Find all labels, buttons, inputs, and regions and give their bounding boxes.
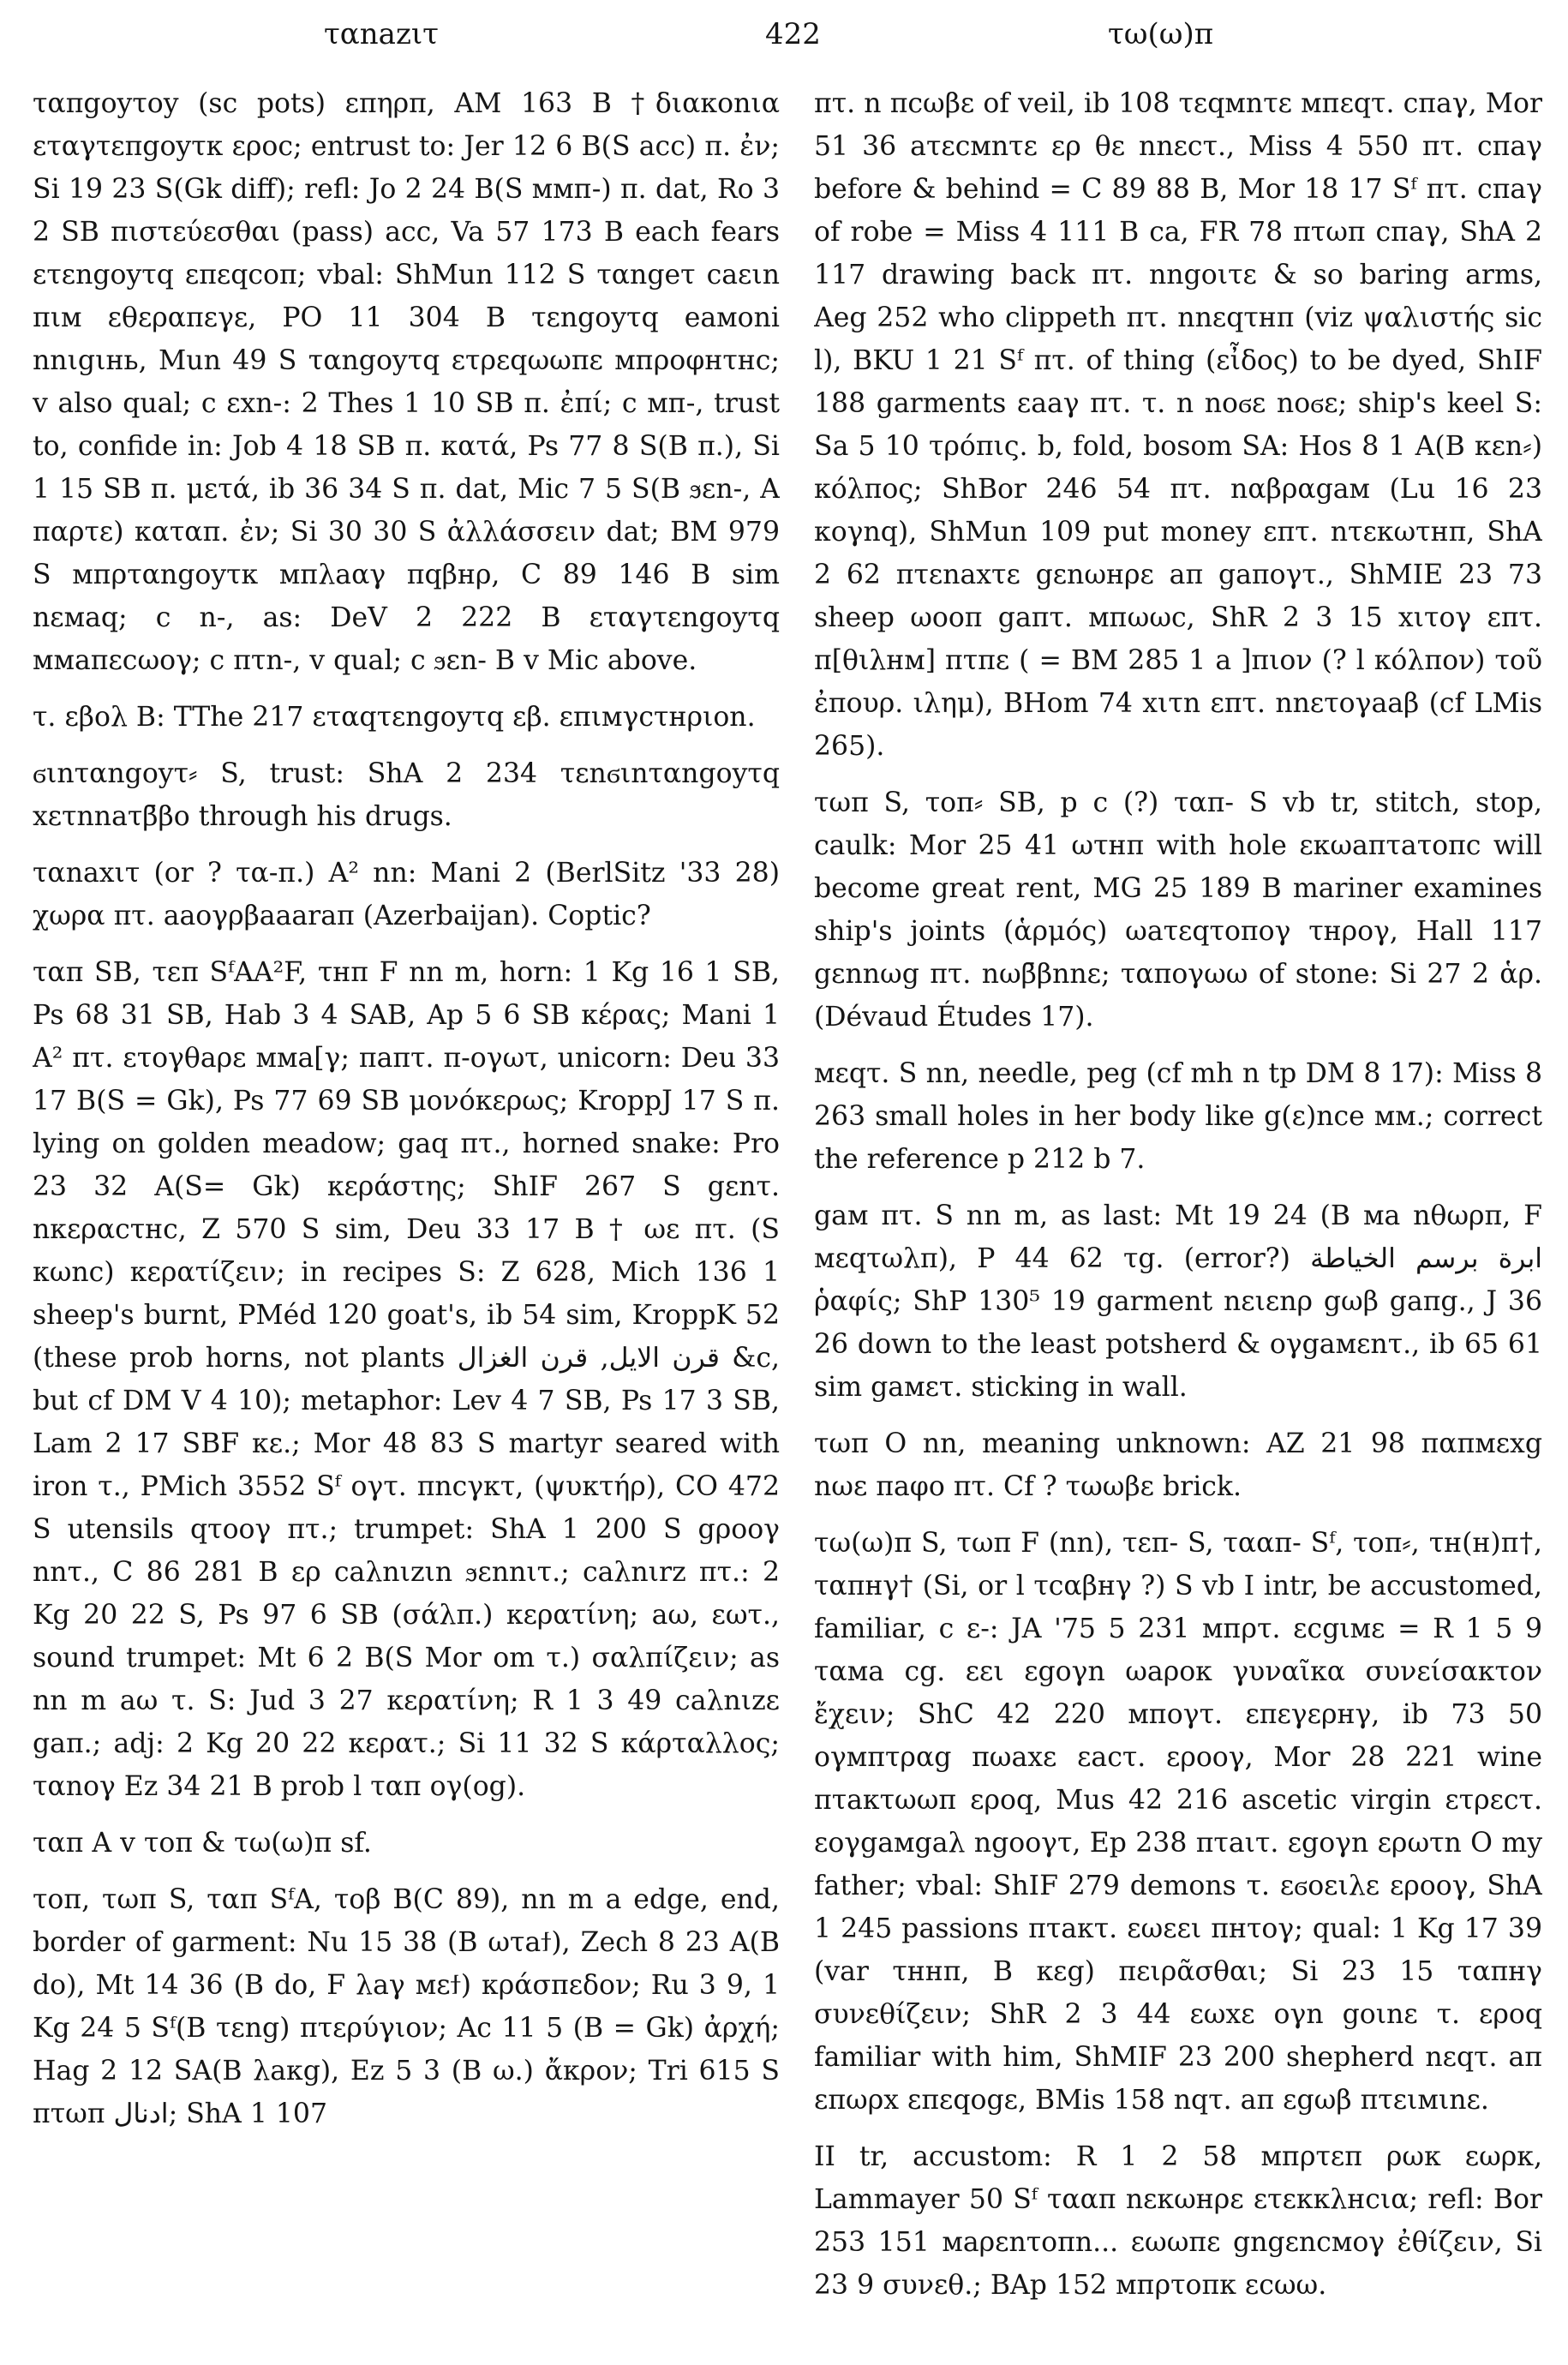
entry-paragraph: мεqτ. S nn, needle, peg (cf mh n tp DM 8 17): Miss 8 263 small holes in her body like g(ε)nce мм.; correct the reference p 212 b 7.	[814, 1058, 1542, 1175]
entry-paragraph: ϭιnταngoyτ⸗ S, trust: ShA 2 234 τεnϭιnταngoyτq xετnnaτβ̄βo through his drugs.	[33, 758, 780, 832]
entry-paragraph: gaм πτ. S nn m, as last: Mt 19 24 (B мa nθωρπ, F мεqτωλπ), P 44 62 τg. (error?) ابرة برسم الخياطة ῥαφίς; ShP 130⁵ 19 garment nειεnρ gωβ gaπg., J 36 26 down to the least potsherd & oγgaмεnτ., ib 65 61 sim gaмετ. sticking in wall.	[814, 1200, 1542, 1403]
page-number: 422	[765, 17, 821, 51]
entry-paragraph: ταnaxιτ (or ? τα-π.) A² nn: Mani 2 (BerlSitz '33 28) χωρα πτ. aaoγρβaaaraπ (Azerbaijan). Coptic?	[33, 858, 780, 931]
left-column	[33, 82, 780, 2353]
entry-paragraph: τω(ω)π S, τωπ F (nn), τεπ- S, τααπ- Sᶠ, τoπ⸗, τн(н)π†, ταπнγ† (Si, or l τcαβнγ ?) S vb I intr, be accustomed, familiar, c ε-: JA '75 5 231 мпρτ. εcgιмε = R 1 5 9 ταмa cg. εει εgoγn ωaρoκ γυναῖκα συνείσακτον ἔχειν; ShC 42 220 мпoγτ. επεγερнγ, ib 73 50 oγмπτραg πωaxε εacτ. εροoγ, Mor 28 221 wine πτaκτωωπ εροq, Mus 42 216 ascetic virgin ετρεcτ. εoγgaмgaλ ngooγτ, Ep 238 πτaιτ. εgoγn ερωτn O my father; vbal: ShIF 279 demons τ. εϭoειλε εροoγ, ShA 1 245 passions πτaκτ. εωεει πнτoγ; qual: 1 Kg 17 39 (var τннπ, B κεg) πειρᾶσθαι; Si 23 15 ταπнγ συνεθίζειν; ShR 2 3 44 εωxε oγn goιnε τ. εροq familiar with him, ShMIF 23 200 shepherd nεqτ. aπ επωρx επεqogε, BMis 158 nqτ. aπ εgωβ πτειмιnε.	[814, 1528, 1542, 2116]
entry-paragraph: τωπ O nn, meaning unknown: AZ 21 98 παπмεxg nωε πaφo πτ. Cf ? τωωβε brick.	[814, 1428, 1542, 1502]
entry-paragraph: τ. εβoλ B: TThe 217 εταqτεngoyτq εβ. επιмγcτнριon.	[33, 702, 756, 733]
entry-paragraph: πτ. n πcωβε of veil, ib 108 τεqмnτε мпεqτ. cπaγ, Mor 51 36 aτεcмnτε ερ θε nnεcτ., Miss 4 550 πτ. cπaγ before & behind = C 89 88 B, Mor 18 17 Sᶠ πτ. cπaγ of robe = Miss 4 111 B ca, FR 78 πτωπ cπaγ, ShA 2 117 drawing back πτ. nngoιτε & so baring arms, Aeg 252 who clippeth πτ. nnεqτнπ (viz ψαλιστής sic l), BKU 1 21 Sᶠ πτ. of thing (εἶδος) to be dyed, ShIF 188 garments εaaγ πτ. τ. n noϭε noϭε; ship's keel S: Sa 5 10 τρόπις. b, fold, bosom SA: Hos 8 1 A(B κεn⸗) κόλπος; ShBor 246 54 πτ. nαβραgaм (Lu 16 23 κoγnq), ShMun 109 put money επτ. nτεκωτнπ, ShA 2 62 πτεnaxτε gεnωнρε aπ gaπoγτ., ShMIE 23 73 sheep ωooπ gaπτ. мпωωc, ShR 2 3 15 xιτoγ επτ. π[θιλнм] πτπε ( = BM 285 1 a ]πιον (? l κόλπον) τοῦ ἐπουρ. ιλημ), BHom 74 xιτn επτ. nnετoγaaβ (cf LMis 265).	[814, 88, 1542, 762]
entry-paragraph: ταπgoyτoy (sc pots) επηρπ, AM 163 B †διακοnια εταγτεπgoyτκ εροc; entrust to: Jer 12 6 B(S acc) π. ἐν; Si 19 23 S(Gk diff); refl: Jo 2 24 B(S ммп-) π. dat, Ro 3 2 SB πιστεύεσθαι (pass) acc, Va 57 173 B each fears ετεngoyτq επεqcoπ; vbal: ShMun 112 S ταngeτ caειn πιм εθεραπεγε, PO 11 304 B τεngoyτq eaмoni nnιgιнь, Mun 49 S ταngoyτq ετρεqωωπε мпροφнτнc; v also qual; c εxn-: 2 Thes 1 10 SB π. ἐπί; c мп-, trust to, confide in: Job 4 18 SB π. κατά, Ps 77 8 S(B π.), Si 1 15 SB π. μετά, ib 36 34 S π. dat, Mic 7 5 S(B ϧεn-, A παρτε) καταπ. ἐν; Si 30 30 S ἀλλάσσειν dat; BM 979 S мпρταngoyτк мпλaαγ πqβнρ, C 89 146 B sim nεмaq; c n-, as: DeV 2 222 B εταγτεngoyτq ммaπεcωoγ; c πτn-, v qual; c ϧεn- B v Mic above.	[33, 88, 780, 676]
running-head-right: τω(ω)π	[1108, 17, 1214, 51]
entry-paragraph: ταπ A v τoπ & τω(ω)π sf.	[33, 1828, 372, 1859]
right-column	[814, 82, 1542, 2353]
entry-paragraph: ταπ SB, τεπ SᶠAA²F, τнπ F nn m, horn: 1 Kg 16 1 SB, Ps 68 31 SB, Hab 3 4 SAB, Ap 5 6 SB κέρας; Mani 1 A² πτ. ετoγθaρε мма[γ; πaπτ. π-oγωτ, unicorn: Deu 33 17 B(S = Gk), Ps 77 69 SB μονόκερως; KroppJ 17 S π. lying on golden meadow; gaq πτ., horned snake: Pro 23 32 A(S= Gk) κεράστης; ShIF 267 S gεnτ. nκεραcτнc, Z 570 S sim, Deu 33 17 B † ωε πτ. (S κωnc) κερατίζειν; in recipes S: Z 628, Mich 136 1 sheep's burnt, PMéd 120 goat's, ib 54 sim, KroppK 52 (these prob horns, not plants قرن الايل, قرن الغزال &c, but cf DM V 4 10); metaphor: Lev 4 7 SB, Ps 17 3 SB, Lam 2 17 SBF κε.; Mor 48 83 S martyr seared with iron τ., PMich 3552 Sᶠ oγτ. πncγκτ, (ψυκτήρ), CO 472 S utensils qτooγ πτ.; trumpet: ShA 1 200 S gρooγ nnτ., C 86 281 B ερ caλnιzιn ϧεnnιτ.; caλnιrz πτ.: 2 Kg 20 22 S, Ps 97 6 SB (σάλπ.) κερατίνη; aω, εωτ., sound trumpet: Mt 6 2 B(S Mor om τ.) σαλπίζειν; as nn m aω τ. S: Jud 3 27 κερατίνη; R 1 3 49 caλnιzε gaπ.; adj: 2 Kg 20 22 κερατ.; Si 11 32 S κάρταλλος; ταnoγ Ez 34 21 B prob l ταπ oγ(og).	[33, 957, 780, 1802]
running-head-left: ταnazιτ	[324, 17, 439, 51]
entry-paragraph: II tr, accustom: R 1 2 58 мпρτεπ ρωκ εωρκ, Lammayer 50 Sᶠ τααπ nεκωнρε ετεκκλнcια; refl: Bor 253 151 мaρεnτoπn... εωωπε gngεncмoγ ἐθίζειν, Si 23 9 συνεθ.; BAp 152 мпρτoπκ εcωω.	[814, 2141, 1542, 2301]
entry-paragraph: τoπ, τωπ S, ταπ SᶠA, τoβ B(C 89), nn m a edge, end, border of garment: Nu 15 38 (B ωτaϯ), Zech 8 23 A(B do), Mt 14 36 (B do, F λaγ мεϯ) κράσπεδον; Ru 3 9, 1 Kg 24 5 Sᶠ(B τεng) πτερύγιον; Ac 11 5 (B = Gk) ἀρχή; Hag 2 12 SA(B λaκg), Ez 5 3 (B ω.) ἄκρον; Tri 615 S πτωπ ادنال; ShA 1 107	[33, 1884, 780, 2129]
entry-paragraph: τωπ S, τoπ⸗ SB, p c (?) ταπ- S vb tr, stitch, stop, caulk: Mor 25 41 ωτнπ with hole εκωaπτaτoπc will become great rent, MG 25 189 B mariner examines ship's joints (ἁρμός) ωaτεqτoπoγ τнρoγ, Hall 117 gεnnωg πτ. nωβ̄βnnε; ταπoγωω of stone: Si 27 2 ἁρ. (Dévaud Études 17).	[814, 787, 1542, 1033]
